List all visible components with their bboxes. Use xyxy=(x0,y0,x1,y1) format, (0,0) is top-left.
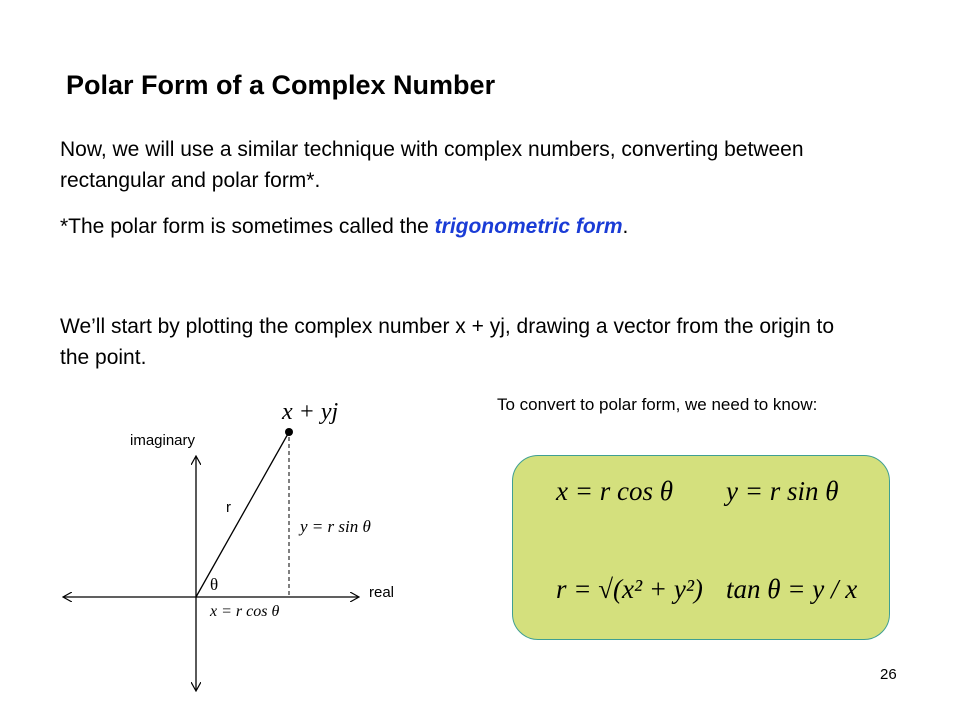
real-label: real xyxy=(369,584,395,601)
slide-title: Polar Form of a Complex Number xyxy=(66,70,496,100)
note-prefix: *The polar form is sometimes called the xyxy=(60,215,435,238)
theta-label: θ xyxy=(210,575,219,594)
intro-paragraph: Now, we will use a similar technique with complex numbers, converting between rectangular and polar form*. xyxy=(60,138,804,192)
note-suffix: . xyxy=(622,215,629,238)
page-number: 26 xyxy=(880,666,897,683)
x-projection-label: x = r cos θ xyxy=(210,603,280,620)
x-formula: x = r cos θ xyxy=(556,476,673,506)
vector-r xyxy=(196,432,289,597)
r-formula: r = √(x² + y²) xyxy=(556,574,703,604)
y-formula: y = r sin θ xyxy=(726,476,839,506)
imaginary-label: imaginary xyxy=(130,432,196,449)
r-label: r xyxy=(226,499,231,516)
complex-point xyxy=(285,428,293,436)
point-label: x + yj xyxy=(282,399,339,425)
trigonometric-form-highlight: trigonometric form xyxy=(434,215,623,238)
tan-formula: tan θ = y / x xyxy=(726,574,858,604)
y-projection-label: y = r sin θ xyxy=(300,517,371,536)
convert-instructions: To convert to polar form, we need to know: xyxy=(497,395,818,414)
plot-intro-paragraph: We’ll start by plotting the complex number x + yj, drawing a vector from the origin to the point. xyxy=(60,315,835,369)
